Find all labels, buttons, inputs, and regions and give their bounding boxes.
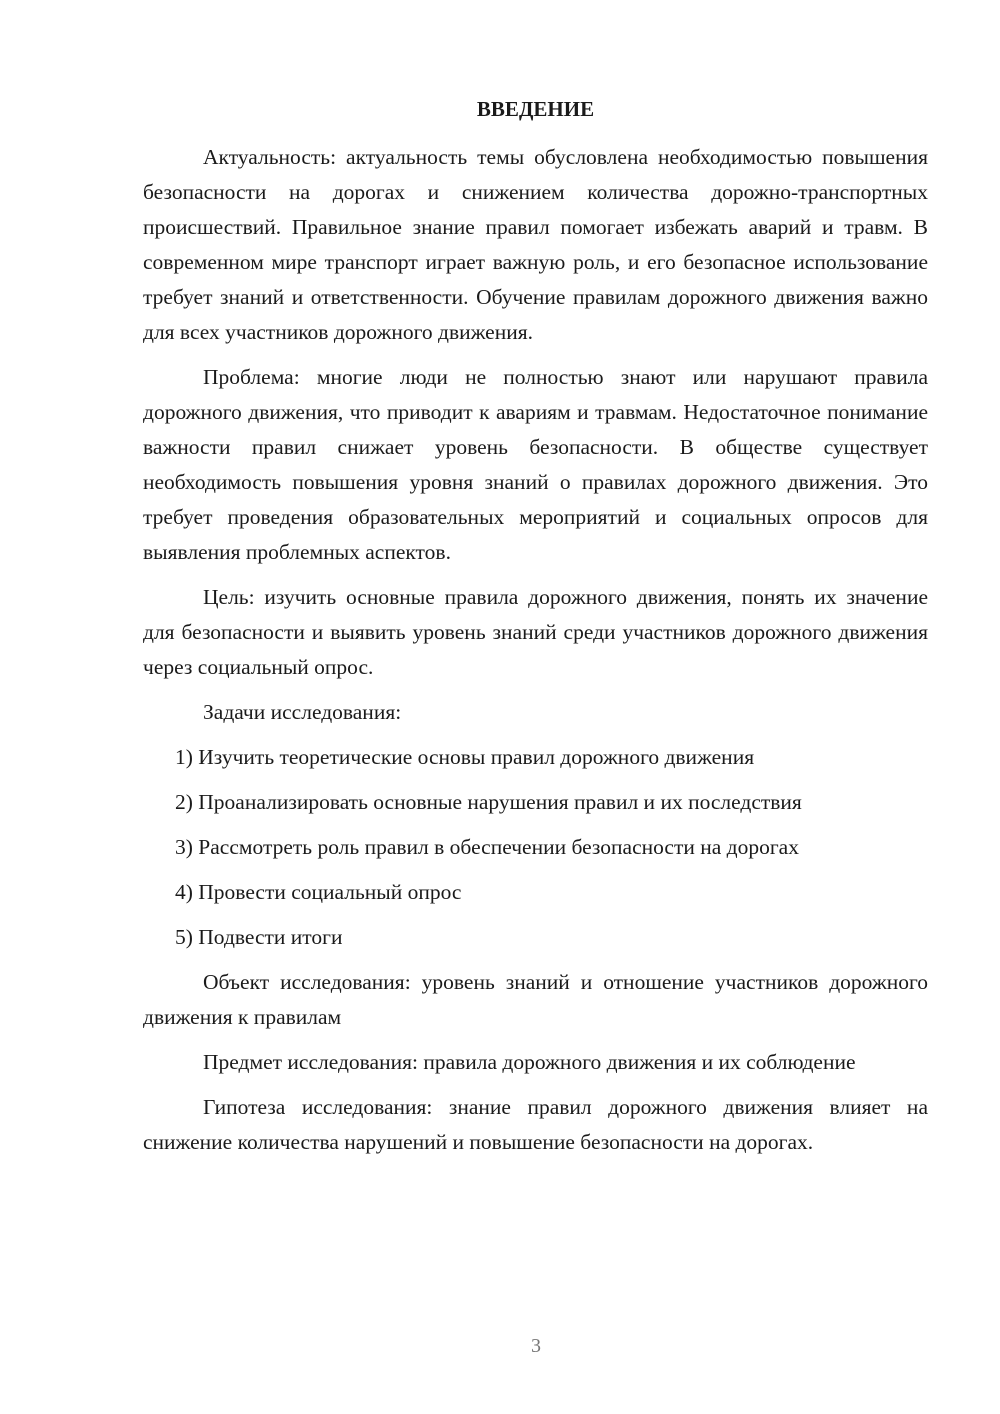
list-item: 5) Подвести итоги — [175, 925, 343, 949]
goal-paragraph: Цель: изучить основные правила дорожного движения, понять их значение для безопасности и выявить уровень знаний среди участников дорожного движения через социальный опрос. — [143, 585, 928, 679]
document-page — [143, 92, 928, 1170]
tasks-heading: Задачи исследования: — [203, 700, 402, 724]
page-number: 3 — [531, 1335, 541, 1357]
page-title: ВВЕДЕНИЕ — [476, 97, 595, 121]
list-item: 3) Рассмотреть роль правил в обеспечении безопасности на дорогах — [175, 835, 799, 859]
list-item: 1) Изучить теоретические основы правил дорожного движения — [175, 745, 755, 769]
tasks-list — [143, 740, 928, 955]
subject-paragraph: Предмет исследования: правила дорожного движения и их соблюдение — [203, 1050, 856, 1074]
relevance-paragraph: Актуальность: актуальность темы обусловлена необходимостью повышения безопасности на дорогах и снижением количества дорожно-транспортных происшествий. Правильное знание правил помогает избежать аварий и травм. В современном мире транспорт играет важную роль, и его безопасное использование требует знаний и ответственности. Обучение правилам дорожного движения важно для всех участников дорожного движения. — [143, 145, 928, 344]
list-item: 4) Провести социальный опрос — [175, 880, 462, 904]
problem-paragraph: Проблема: многие люди не полностью знают или нарушают правила дорожного движения, что приводит к авариям и травмам. Недостаточное понимание важности правил снижает уровень безопасности. В обществе существует необходимость повышения уровня знаний о правилах дорожного движения. Это требует проведения образовательных мероприятий и социальных опросов для выявления проблемных аспектов. — [143, 365, 928, 564]
object-paragraph: Объект исследования: уровень знаний и отношение участников дорожного движения к правилам — [143, 970, 928, 1029]
hypothesis-paragraph: Гипотеза исследования: знание правил дорожного движения влияет на снижение количества нарушений и повышение безопасности на дорогах. — [143, 1095, 928, 1154]
list-item: 2) Проанализировать основные нарушения правил и их последствия — [175, 790, 802, 814]
